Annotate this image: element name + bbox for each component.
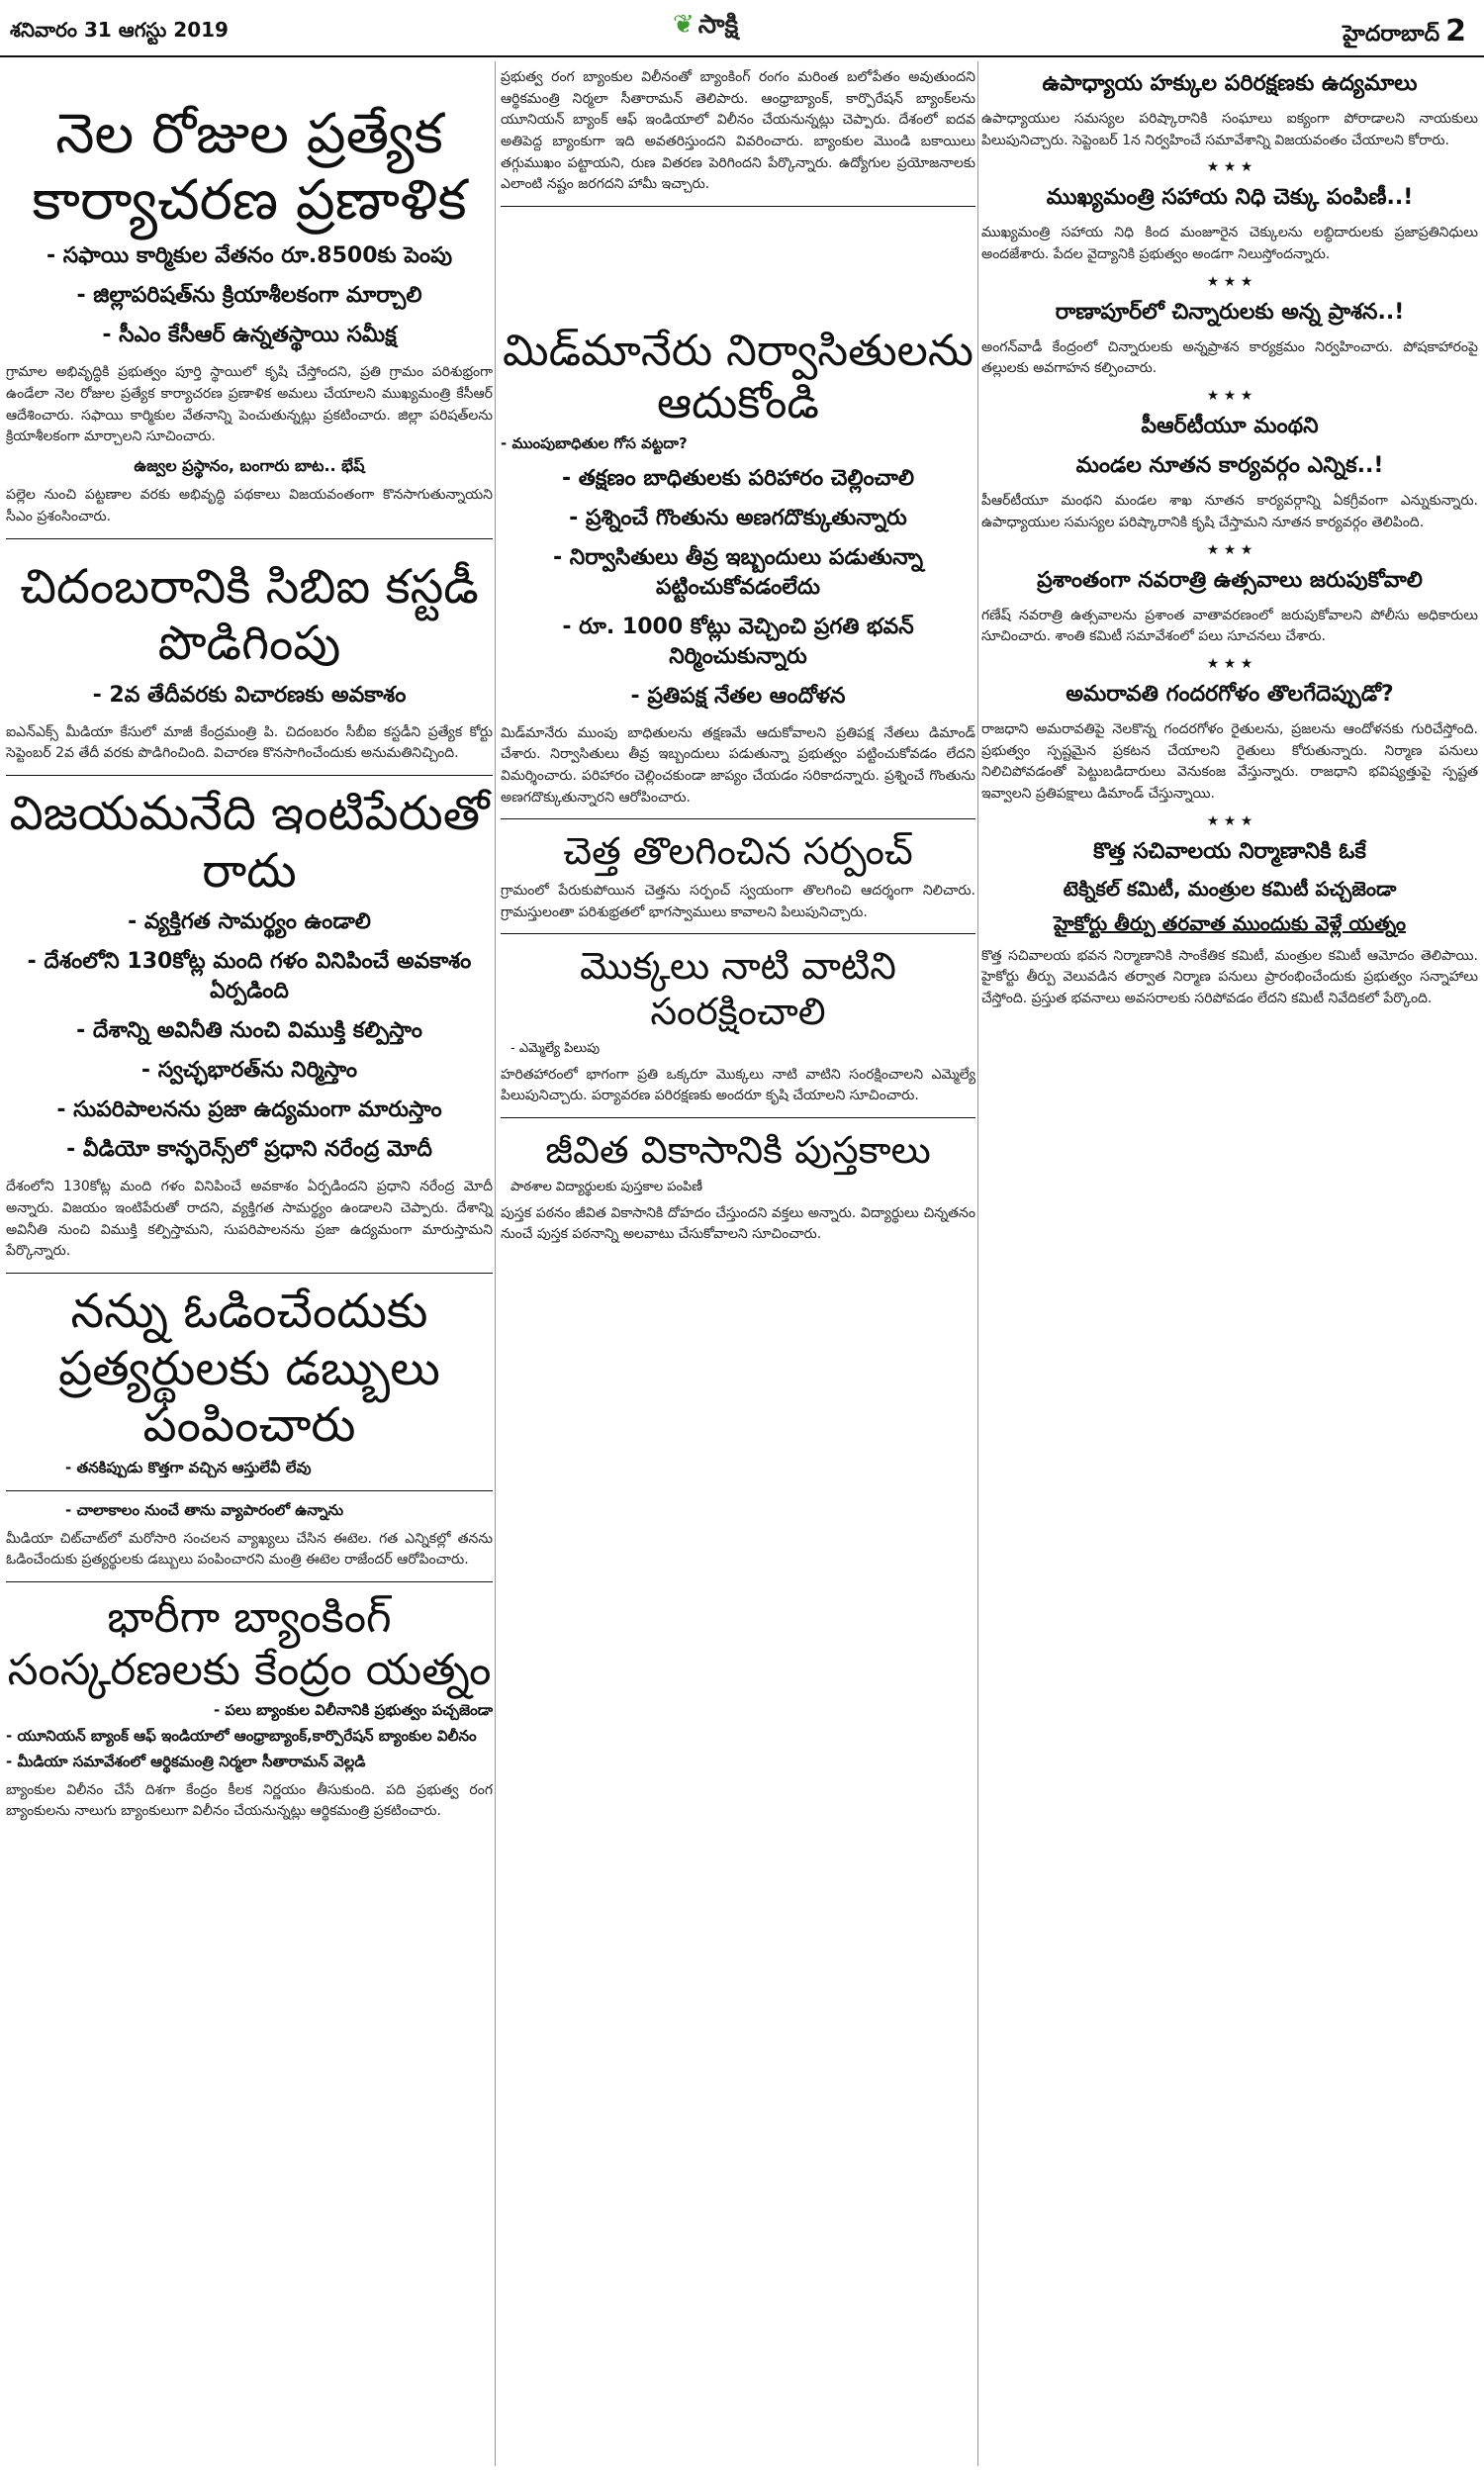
article-banking: [6, 1592, 493, 1823]
subhead: - జిల్లాపరిషత్‌ను క్రియాశీలకంగా మార్చాలి: [76, 283, 422, 309]
separator: ★ ★ ★: [1206, 812, 1253, 829]
article-village-plan: [6, 101, 493, 528]
subhead: - 2వ తేదీవరకు విచారణకు అవకాశం: [92, 682, 407, 708]
separator: ★ ★ ★: [1206, 388, 1253, 405]
subhead: - సీఎం కేసీఆర్‌ ఉన్నతస్థాయి సమీక్ష: [102, 323, 397, 348]
article-navaratri: [981, 568, 1478, 648]
masthead-logo: [673, 10, 738, 46]
divider: [6, 1273, 493, 1274]
headline: టెక్నికల్‌ కమిటీ, మంత్రుల కమిటీ పచ్చజెండా: [1063, 876, 1397, 901]
separator: ★ ★ ★: [1206, 273, 1253, 290]
header-rule: [0, 55, 1484, 57]
subhead: - దేశంలోని 130కోట్ల మంది గళం వినిపించే అవకాశం ఏర్పడింది: [27, 949, 472, 1004]
article-body: దేశంలోని 130కోట్ల మంది గళం వినిపించే అవకాశం ఏర్పడిందని ప్రధాని నరేంద్ర మోదీ అన్నారు. విజయం ఇంటిపేరుతో రాదని, వ్యక్తిగత సామర్థ్యం ఉండాలని చెప్పారు. దేశాన్ని అవినీతి నుంచి విముక్తి కల్పిస్తామని, సుపరిపాలనను ప్రజా ఉద్యమంగా మారుస్తామని పేర్కొన్నారు.: [6, 1179, 493, 1260]
column-divider: [977, 61, 978, 2466]
article-cm-relief: [981, 185, 1478, 265]
article-secretariat: [981, 839, 1478, 1010]
subhead: - తక్షణం బాధితులకు పరిహారం చెల్లించాలి: [561, 465, 915, 491]
subhead: - రూ. 1000 కోట్లు వెచ్చించి ప్రగతి భవన్‌ నిర్మించుకున్నారు: [562, 614, 914, 669]
headline: ముఖ్యమంత్రి సహాయ నిధి చెక్కు పంపిణీ..!: [1046, 185, 1414, 211]
article-books: [501, 1128, 975, 1246]
article-body: పీఆర్‌టీయూ మంథని మండల శాఖ నూతన కార్యవర్గాన్ని ఏకగ్రీవంగా ఎన్నుకున్నారు. ఉపాధ్యాయుల సమస్యల పరిష్కారానికి కృషి చేస్తామని నూతన కార్యవర్గం తెలిపింది.: [981, 493, 1478, 530]
page-number: 2: [1445, 14, 1466, 48]
subhead: - స్వచ్ఛభారత్‌ను నిర్మిస్తాం: [140, 1058, 358, 1084]
article-midmaneru: [501, 326, 975, 809]
headline: నన్ను ఓడించేందుకు ప్రత్యర్థులకు డబ్బులు పంపించారు: [58, 1284, 440, 1454]
subhead: - వీడియో కాన్ఫరెన్స్‌లో ప్రధాని నరేంద్ర మోదీ: [66, 1137, 432, 1163]
logo-text: సాక్షి: [697, 10, 739, 40]
article-ranapur: [981, 300, 1478, 380]
caption-body: పల్లెల నుంచి పట్టణాల వరకు అభివృద్ధి పథకాలు విజయవంతంగా కొనసాగుతున్నాయని సీఎం ప్రశంసించారు.: [6, 487, 493, 524]
separator: ★ ★ ★: [1206, 541, 1253, 558]
divider: [501, 206, 975, 207]
article-body: ఐఎన్‌ఎక్స్‌ మీడియా కేసులో మాజీ కేంద్రమంత్రి పి. చిదంబరం సీబీఐ కస్టడీని ప్రత్యేక కోర్టు సెప్టెంబర్‌ 2వ తేదీ వరకు పొడిగించింది. విచారణ కొనసాగించేందుకు అనుమతినిచ్చింది.: [6, 723, 493, 762]
article-teachers: [981, 71, 1478, 151]
divider: [501, 1117, 975, 1118]
headline: ఉపాధ్యాయ హక్కుల పరిరక్షణకు ఉద్యమాలు: [1042, 71, 1418, 96]
headline: పీఆర్‌టీయూ మంథని: [1141, 414, 1319, 439]
headline: నెల రోజుల ప్రత్యేక కార్యాచరణ ప్రణాళిక: [32, 102, 467, 234]
article-chidambaram: [6, 559, 493, 766]
article-etela: [6, 1284, 493, 1571]
column-middle: [501, 61, 975, 1252]
article-body: అంగన్‌వాడీ కేంద్రంలో చిన్నారులకు అన్నప్రాశన కార్యక్రమం నిర్వహించారు. పోషకాహారంపై తల్లులకు అవగాహన కల్పించారు.: [981, 338, 1478, 377]
article-amaravati: [981, 682, 1478, 806]
column-divider: [495, 61, 496, 2466]
article-body: బ్యాంకుల విలీనం చేసే దిశగా కేంద్రం కీలక నిర్ణయం తీసుకుంది. పది ప్రభుత్వ రంగ బ్యాంకులను నాలుగు బ్యాంకులుగా విలీనం చేయనున్నట్లు ఆర్థికమంత్రి ప్రకటించారు.: [6, 1781, 493, 1820]
headline: మొక్కలు నాటి వాటిని సంరక్షించాలి: [580, 944, 896, 1034]
subhead: - సుపరిపాలనను ప్రజా ఉద్యమంగా మారుస్తాం: [56, 1097, 442, 1123]
divider: [6, 775, 493, 776]
subhead: - యూనియన్‌ బ్యాంక్‌ ఆఫ్‌ ఇండియాలో ఆంధ్రాబ్యాంక్‌,కార్పొరేషన్‌ బ్యాంకుల విలీనం: [6, 1726, 477, 1745]
divider: [501, 818, 975, 819]
headline: మండల నూతన కార్యవర్గం ఎన్నిక..!: [1075, 453, 1384, 479]
headline: మిడ్‌మానేరు నిర్వాసితులను ఆదుకోండి: [503, 326, 974, 428]
divider: [6, 538, 493, 539]
headline: అమరావతి గందరగోళం తొలగేదెప్పుడో?: [1066, 681, 1394, 707]
subhead: - సఫాయి కార్మికుల వేతనం రూ.8500కు పెంపు: [46, 243, 453, 269]
city-name: హైదరాబాద్: [1343, 22, 1440, 47]
headline: ప్రశాంతంగా నవరాత్రి ఉత్సవాలు జరుపుకోవాలి: [1037, 567, 1423, 593]
separator: ★ ★ ★: [1206, 159, 1253, 176]
article-body: గ్రామంలో పేరుకుపోయిన చెత్తను సర్పంచ్‌ స్వయంగా తొలగించి ఆదర్శంగా నిలిచారు. గ్రామస్తులంతా పరిశుభ్రతలో భాగస్వాములు కావాలని పిలుపునిచ్చారు.: [501, 883, 975, 920]
article-prtu: [981, 414, 1478, 533]
headline: భారీగా బ్యాంకింగ్‌ సంస్కరణలకు కేంద్రం యత్నం: [7, 1592, 492, 1695]
article-body: గణేష్‌ నవరాత్రి ఉత్సవాలను ప్రశాంత వాతావరణంలో జరుపుకోవాలని పోలీసు అధికారులు సూచించారు. శాంతి కమిటీ సమావేశంలో పలు సూచనలు చేశారు.: [981, 607, 1478, 645]
divider: [6, 1490, 493, 1491]
headline: రాణాపూర్‌లో చిన్నారులకు అన్న ప్రాశన..!: [1055, 299, 1405, 325]
subhead: - ప్రశ్నించే గొంతును అణగదొక్కుతున్నారు: [569, 505, 907, 530]
divider: [6, 1581, 493, 1582]
byline: - ఎమ్మెల్యే పిలుపు: [510, 1040, 601, 1056]
article-body: కొత్త సచివాలయ భవన నిర్మాణానికి సాంకేతిక కమిటీ, మంత్రుల కమిటీ ఆమోదం తెలిపాయి. హైకోర్టు తీర్పు వెలువడిన తర్వాత నిర్మాణ పనులు ప్రారంభించేందుకు ప్రభుత్వం సన్నాహాలు చేస్తోంది. ప్రస్తుత భవనాలు అవసరాలకు సరిపోవడం లేదని కమిటీ నివేదికలో పేర్కొంది.: [981, 947, 1478, 1006]
subhead: - దేశాన్ని అవినీతి నుంచి విముక్తి కల్పిస్తాం: [76, 1018, 422, 1044]
column-left: [6, 61, 493, 1829]
article-sarpanch: [501, 829, 975, 923]
article-body: పుస్తక పఠనం జీవిత వికాసానికి దోహదం చేస్తుందని వక్తలు అన్నారు. విద్యార్థులు చిన్నతనం నుంచే పుస్తక పఠనాన్ని అలవాటు చేసుకోవాలని సూచించారు.: [501, 1204, 975, 1243]
article-pm-modi: [6, 786, 493, 1263]
headline: విజయమనేది ఇంటిపేరుతో రాదు: [9, 786, 490, 899]
article-body: ప్రభుత్వ రంగ బ్యాంకుల విలీనంతో బ్యాంకింగ్‌ రంగం మరింత బలోపేతం అవుతుందని ఆర్థికమంత్రి నిర్మలా సీతారామన్‌ తెలిపారు. ఆంధ్రాబ్యాంక్‌, కార్పొరేషన్‌ బ్యాంక్‌లను యూనియన్‌ బ్యాంక్‌ ఆఫ్‌ ఇండియాలో విలీనం చేయనున్నట్లు చెప్పారు. దేశంలో ఐదవ అతిపెద్ద బ్యాంకుగా ఇది అవతరిస్తుందని వివరించారు. బ్యాంకుల మొండి బకాయిలు తగ్గుముఖం పట్టాయని, రుణ వితరణ పెరిగిందని పేర్కొన్నారు. ఉద్యోగుల ప్రయోజనాలకు ఎలాంటి నష్టం జరగదని హామీ ఇచ్చారు.: [501, 69, 975, 193]
caption: ఉజ్వల ప్రస్థానం, బంగారు బాట.. భేష్‌: [134, 456, 365, 476]
byline: పాఠశాల విద్యార్థులకు పుస్తకాల పంపిణీ: [510, 1179, 703, 1194]
article-body: హరితహారంలో భాగంగా ప్రతి ఒక్కరూ మొక్కలు నాటి వాటిని సంరక్షించాలని ఎమ్మెల్యే పిలుపునిచ్చారు. పర్యావరణ పరిరక్షణకు అందరూ కృషి చేయాలని సూచించారు.: [501, 1066, 975, 1104]
leaf-icon: ❦: [673, 10, 695, 40]
subhead: - మీడియా సమావేశంలో ఆర్థికమంత్రి నిర్మలా సీతారామన్‌ వెల్లడి: [6, 1752, 366, 1770]
article-body: ముఖ్యమంత్రి సహాయ నిధి కింద మంజూరైన చెక్కులను లబ్ధిదారులకు ప్రజాప్రతినిధులు అందజేశారు. పేదల వైద్యానికి ప్రభుత్వం అండగా నిలుస్తోందన్నారు.: [981, 225, 1478, 263]
headline: హైకోర్టు తీర్పు తరవాత ముందుకు వెళ్లే యత్నం: [1053, 910, 1406, 935]
divider: [501, 933, 975, 934]
headline: కొత్త సచివాలయ నిర్మాణానికి ఓకే: [1093, 838, 1366, 864]
article-body: మీడియా చిట్‌చాట్‌లో మరోసారి సంచలన వ్యాఖ్యలు చేసిన ఈటెల. గత ఎన్నికల్లో తనను ఓడించేందుకు ప్రత్యర్థులకు డబ్బులు పంపించారని మంత్రి ఈటెల రాజేందర్‌ ఆరోపించారు.: [6, 1530, 493, 1569]
subhead: - తనకిప్పుడు కొత్తగా వచ్చిన ఆస్తులేవీ లేవు: [65, 1458, 312, 1476]
headline: చిదంబరానికి సిబిఐ కస్టడీ పొడిగింపు: [20, 558, 479, 672]
issue-date: శనివారం 31 ఆగస్టు 2019: [10, 18, 229, 42]
dateline: - ముంపుబాధితుల గోస వట్టదా?: [501, 433, 688, 452]
edition-city: [1343, 14, 1466, 51]
subhead: - నిర్వాసితులు తీవ్ర ఇబ్బందులు పడుతున్నా పట్టించుకోవడంలేదు: [553, 544, 923, 600]
article-body: మిడ్‌మానేరు ముంపు బాధితులను తక్షణమే ఆదుకోవాలని ప్రతిపక్ష నేతలు డిమాండ్‌ చేశారు. నిర్వాసితులు తీవ్ర ఇబ్బందులు పడుతున్నా ప్రభుత్వం పట్టించుకోవడం లేదని విమర్శించారు. పరిహారం చెల్లించకుండా జాప్యం చేయడం సరికాదన్నారు. ప్రశ్నించే గొంతును అణగదొక్కుతున్నారని ఆరోపించారు.: [501, 724, 975, 806]
subhead: - ప్రతిపక్ష నేతల ఆందోళన: [630, 683, 846, 709]
subhead: - చాలాకాలం నుంచే తాను వ్యాపారంలో ఉన్నాను: [65, 1500, 344, 1519]
page-header: [0, 0, 1484, 55]
subhead: - పలు బ్యాంకుల విలీనానికి ప్రభుత్వం పచ్చజెండా: [213, 1700, 493, 1719]
headline: జీవిత వికాసానికి పుస్తకాలు: [545, 1128, 931, 1172]
column-right: [981, 61, 1478, 1016]
article-plants: [501, 944, 975, 1107]
article-body: రాజధాని అమరావతిపై నెలకొన్న గందరగోళం రైతులను, ప్రజలను ఆందోళనకు గురిచేస్తోంది. ప్రభుత్వం స్పష్టమైన ప్రకటన చేయాలని రైతులు కోరుతున్నారు. నిర్మాణ పనులు నిలిచిపోవడంతో పెట్టుబడిదారులు వెనుకంజ వేస్తున్నారు. రాజధాని భవిష్యత్తుపై స్పష్టత ఇవ్వాలని ప్రతిపక్షాలు డిమాండ్‌ చేస్తున్నాయి.: [981, 720, 1478, 802]
article-body: ఉపాధ్యాయుల సమస్యల పరిష్కారానికి సంఘాలు ఐక్యంగా పోరాడాలని నాయకులు పిలుపునిచ్చారు. సెప్టెంబర్‌ 1న నిర్వహించే సమావేశాన్ని విజయవంతం చేయాలని కోరారు.: [981, 111, 1478, 148]
separator: ★ ★ ★: [1206, 655, 1253, 672]
headline: చెత్త తొలగించిన సర్పంచ్‌: [563, 829, 913, 874]
subhead: - వ్యక్తిగత సామర్థ్యం ఉండాలి: [128, 909, 371, 935]
article-body: గ్రామాల అభివృద్ధికి ప్రభుత్వం పూర్తి స్థాయిలో కృషి చేస్తోందని, ప్రతి గ్రామం పరిశుభ్రంగా ఉండేలా నెల రోజుల ప్రత్యేక కార్యాచరణ ప్రణాళిక అమలు చేయాలని ముఖ్యమంత్రి కేసీఆర్‌ ఆదేశించారు. సఫాయి కార్మికుల వేతనాన్ని పెంచుతున్నట్లు ప్రకటించారు. జిల్లా పరిషత్‌లను క్రియాశీలకంగా మార్చాలని సూచించారు.: [6, 364, 493, 445]
